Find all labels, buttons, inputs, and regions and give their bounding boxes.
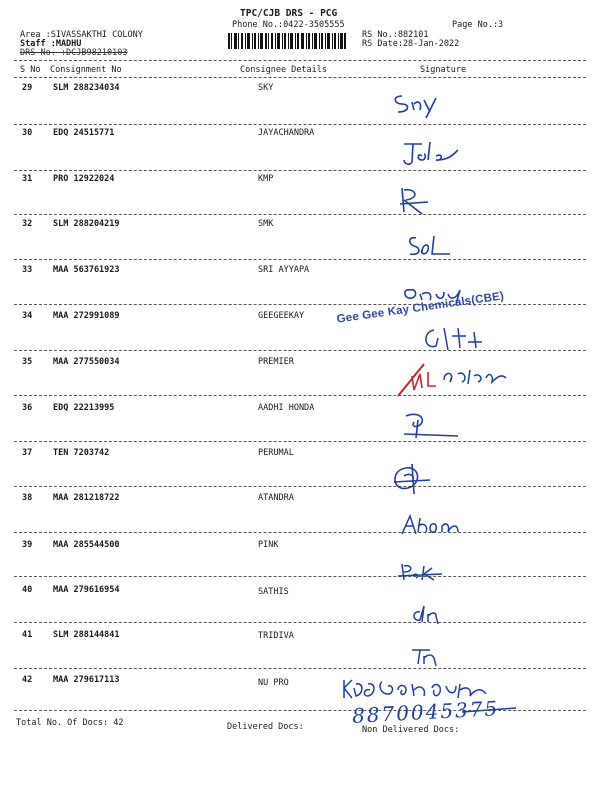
signature-row-39 <box>396 560 446 584</box>
signature-row-29 <box>390 90 450 120</box>
row-consignee: SRI AYYAPA <box>258 265 310 275</box>
delivered-docs: Delivered Docs: <box>227 722 304 732</box>
signature-row-40 <box>410 600 446 626</box>
row-consignment: MAA 279616954 <box>53 585 120 595</box>
row-consignment: EDQ 24515771 <box>53 128 115 138</box>
row-sno: 31 <box>22 174 33 184</box>
signature-row-37 <box>386 458 442 498</box>
row-divider <box>14 576 586 577</box>
col-sno: S No <box>20 65 41 75</box>
row-consignee: TRIDIVA <box>258 631 294 641</box>
row-consignee: GEEGEEKAY <box>258 311 305 321</box>
row-consignment: MAA 285544500 <box>53 540 120 550</box>
phone-underline-stroke <box>460 702 520 716</box>
rs-number: RS No.:882101 <box>362 30 429 40</box>
row-divider <box>14 170 586 171</box>
row-divider <box>14 214 586 215</box>
signature-row-36 <box>402 410 462 444</box>
drs-number: DRS No. :DCJB98210103 <box>20 48 128 58</box>
row-sno: 37 <box>22 448 33 458</box>
signature-row-41 <box>408 644 444 668</box>
row-consignee: PREMIER <box>258 357 294 367</box>
row-consignee: PERUMAL <box>258 448 294 458</box>
row-consignment: MAA 563761923 <box>53 265 120 275</box>
row-consignee: NU PRO <box>258 678 289 688</box>
row-consignment: MAA 281218722 <box>53 493 120 503</box>
row-divider <box>14 441 586 442</box>
row-sno: 34 <box>22 311 33 321</box>
staff-label: Staff :MADHU <box>20 39 82 49</box>
row-divider <box>14 259 586 260</box>
area-label: Area :SIVASSAKTHI COLONY <box>20 30 143 40</box>
row-sno: 41 <box>22 630 33 640</box>
row-divider <box>14 304 586 305</box>
row-consignment: EDQ 22213995 <box>53 403 115 413</box>
row-sno: 32 <box>22 219 33 229</box>
barcode-image <box>228 33 346 53</box>
signature-row-33 <box>400 280 470 306</box>
handwritten-phone: 8870045375 <box>351 696 500 728</box>
row-divider <box>14 668 586 669</box>
row-consignment: MAA 277550034 <box>53 357 120 367</box>
header-rule <box>14 60 586 61</box>
row-sno: 38 <box>22 493 33 503</box>
row-consignment: MAA 279617113 <box>53 675 120 685</box>
row-sno: 39 <box>22 540 33 550</box>
row-consignment: PRO 12922024 <box>53 174 115 184</box>
row-consignee: SKY <box>258 83 274 93</box>
signature-row-34 <box>420 322 490 356</box>
page-number: Page No.:3 <box>452 20 504 30</box>
row-consignee: JAYACHANDRA <box>258 128 315 138</box>
signature-row-32 <box>404 232 454 262</box>
col-signature: Signature <box>420 65 467 75</box>
row-divider <box>14 124 586 125</box>
row-divider <box>14 532 586 533</box>
row-sno: 42 <box>22 675 33 685</box>
row-divider <box>14 622 586 623</box>
signature-row-30 <box>398 138 468 168</box>
sheet-title: TPC/CJB DRS - PCG <box>240 8 338 19</box>
non-delivered-docs: Non Delivered Docs: <box>362 725 460 735</box>
signature-row-35 <box>394 356 514 400</box>
rs-date: RS Date:28-Jan-2022 <box>362 39 460 49</box>
row-consignment: MAA 272991089 <box>53 311 120 321</box>
row-consignee: AADHI HONDA <box>258 403 315 413</box>
row-sno: 33 <box>22 265 33 275</box>
row-divider <box>14 486 586 487</box>
columns-rule <box>14 77 586 78</box>
row-sno: 29 <box>22 83 33 93</box>
row-consignment: SLM 288204219 <box>53 219 120 229</box>
row-sno: 36 <box>22 403 33 413</box>
phone-number: Phone No.:0422-3505555 <box>232 20 345 30</box>
row-consignee: PINK <box>258 540 279 550</box>
company-stamp: Gee Gee Kay Chemicals(CBE) <box>335 290 505 326</box>
signature-row-31 <box>398 184 432 218</box>
col-consignment: Consignment No <box>50 65 122 75</box>
total-docs: Total No. Of Docs: 42 <box>16 718 124 728</box>
row-consignee: SATHIS <box>258 587 289 597</box>
row-consignment: SLM 288234034 <box>53 83 120 93</box>
row-divider <box>14 350 586 351</box>
signature-row-38 <box>398 512 462 538</box>
row-sno: 30 <box>22 128 33 138</box>
row-consignment: TEN 7203742 <box>53 448 110 458</box>
row-consignee: KMP <box>258 174 274 184</box>
col-consignee: Consignee Details <box>240 65 327 75</box>
row-consignee: ATANDRA <box>258 493 294 503</box>
row-sno: 35 <box>22 357 33 367</box>
row-consignee: SMK <box>258 219 274 229</box>
row-sno: 40 <box>22 585 33 595</box>
row-consignment: SLM 288144841 <box>53 630 120 640</box>
